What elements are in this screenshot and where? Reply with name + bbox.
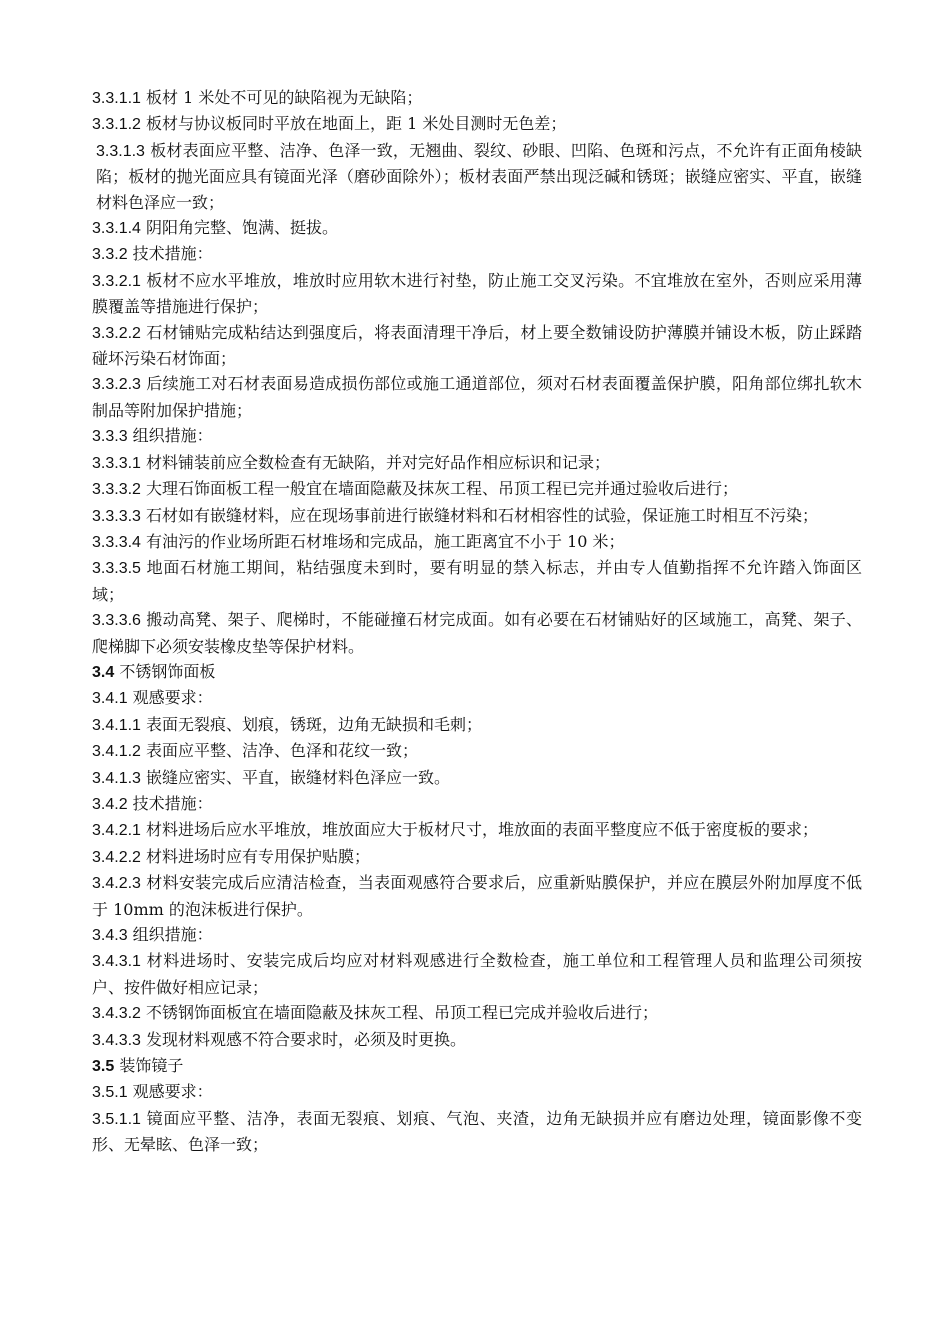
section-number: 3.4.2: [92, 795, 128, 813]
paragraph-text: 组织措施：: [127, 426, 213, 446]
paragraph: [92, 503, 862, 529]
paragraph: [92, 712, 862, 738]
section-number: 3.5: [92, 1058, 115, 1076]
paragraph-text: 观感要求：: [127, 688, 213, 708]
section-number: 3.3.2: [92, 246, 128, 264]
paragraph-text: 板材不应水平堆放，堆放时应用软木进行衬垫，防止施工交叉污染。不宜堆放在室外，否则应采用薄膜覆盖等措施进行保护；: [92, 270, 862, 317]
paragraph-text: 材料安装完成后应清洁检查，当表面观感符合要求后，应重新贴膜保护，并应在膜层外附加厚度不低于 10mm 的泡沫板进行保护。: [92, 873, 862, 919]
section-number: 3.4.1.1: [92, 716, 141, 734]
paragraph: [92, 685, 862, 711]
paragraph-text: 石材如有嵌缝材料，应在现场事前进行嵌缝材料和石材相容性的试验，保证施工时相互不污染；: [140, 505, 819, 525]
section-number: 3.4.3.1: [92, 953, 141, 971]
section-number: 3.3.1.1: [92, 90, 141, 107]
paragraph-text: 板材与协议板同时平放在地面上，距 1 米处目测时无色差；: [140, 114, 567, 134]
section-number: 3.4.1: [92, 690, 128, 708]
section-number: 3.3.1.4: [92, 220, 141, 238]
paragraph: [92, 607, 862, 659]
section-number: 3.3.3.6: [92, 612, 141, 630]
section-number: 3.4.3.3: [92, 1031, 141, 1049]
section-number: 3.3.2.2: [92, 324, 141, 342]
paragraph: [92, 1053, 862, 1079]
paragraph-text: 材料进场时、安装完成后均应对材料观感进行全数检查，施工单位和工程管理人员和监理公司须按户、按件做好相应记录；: [92, 951, 862, 997]
paragraph-text: 发现材料观感不符合要求时，必须及时更换。: [140, 1029, 467, 1049]
paragraph-text: 观感要求：: [127, 1082, 213, 1102]
paragraph: [92, 1106, 862, 1158]
paragraph: [92, 529, 862, 555]
paragraph: [92, 765, 862, 791]
section-number: 3.4.1.2: [92, 743, 141, 761]
paragraph: [92, 659, 862, 685]
paragraph-text: 技术措施：: [127, 793, 213, 813]
paragraph: [92, 1000, 862, 1026]
paragraph: [92, 555, 862, 607]
section-number: 3.4.1.3: [92, 769, 141, 787]
paragraph-text: 材料铺装前应全数检查有无缺陷，并对完好品作相应标识和记录；: [140, 452, 611, 472]
section-number: 3.3.1.3: [96, 142, 145, 160]
paragraph-text: 装饰镜子: [114, 1056, 184, 1076]
section-number: 3.3.3.4: [92, 533, 141, 551]
document-body: [92, 85, 862, 1158]
section-number: 3.4.2.1: [92, 822, 141, 840]
section-number: 3.3.3.3: [92, 507, 141, 525]
paragraph-text: 表面无裂痕、划痕，锈斑，边角无缺损和毛刺；: [140, 714, 483, 734]
paragraph-text: 板材表面应平整、洁净、色泽一致，无翘曲、裂纹、砂眼、凹陷、色斑和污点，不允许有正面角棱缺陷；板材的抛光面应具有镜面光泽（磨砂面除外）；板材表面严禁出现泛碱和锈斑；嵌缝应密实、平直，嵌缝材料色泽应一致；: [96, 140, 862, 212]
section-number: 3.5.1: [92, 1084, 128, 1102]
paragraph: [92, 268, 862, 320]
paragraph-text: 搬动高凳、架子、爬梯时，不能碰撞石材完成面。如有必要在石材铺贴好的区域施工，高凳、架子、爬梯脚下必须安装橡皮垫等保护材料。: [92, 610, 862, 656]
paragraph-text: 组织措施：: [127, 925, 213, 944]
paragraph: [92, 423, 862, 449]
paragraph: [92, 241, 862, 267]
paragraph-text: 板材 1 米处不可见的缺陷视为无缺陷；: [140, 88, 423, 107]
paragraph: [92, 371, 862, 423]
paragraph-text: 材料进场时应有专用保护贴膜；: [140, 846, 371, 866]
section-number: 3.3.1.2: [92, 116, 141, 134]
section-number: 3.3.2.3: [92, 376, 141, 394]
paragraph-text: 石材铺贴完成粘结达到强度后，将表面清理干净后，材上要全数铺设防护薄膜并铺设木板，防止踩踏碰坏污染石材饰面；: [92, 322, 862, 369]
section-number: 3.3.3: [92, 428, 128, 446]
paragraph: [92, 948, 862, 1000]
paragraph: [92, 476, 862, 502]
paragraph-text: 镜面应平整、洁净，表面无裂痕、划痕、气泡、夹渣，边角无缺损并应有磨边处理，镜面影像不变形、无晕眩、色泽一致；: [92, 1108, 862, 1155]
paragraph: [92, 922, 862, 948]
section-number: 3.4.2.3: [92, 875, 141, 893]
section-number: 3.4.2.2: [92, 848, 141, 866]
paragraph: [92, 870, 862, 922]
paragraph-text: 阴阳角完整、饱满、挺拔。: [140, 218, 339, 238]
section-number: 3.5.1.1: [92, 1110, 141, 1128]
paragraph-text: 表面应平整、洁净、色泽和花纹一致；: [140, 741, 419, 761]
paragraph-text: 有油污的作业场所距石材堆场和完成品，施工距离宜不小于 10 米；: [140, 531, 625, 551]
section-number: 3.4.3.2: [92, 1005, 141, 1023]
paragraph: [92, 1027, 862, 1053]
paragraph-text: 嵌缝应密实、平直，嵌缝材料色泽应一致。: [140, 767, 451, 787]
paragraph: [92, 215, 862, 241]
paragraph-text: 大理石饰面板工程一般宜在墙面隐蔽及抹灰工程、吊顶工程已完并通过验收后进行；: [140, 479, 739, 499]
section-number: 3.3.3.2: [92, 481, 141, 499]
paragraph-text: 材料进场后应水平堆放，堆放面应大于板材尺寸，堆放面的表面平整度应不低于密度板的要求；: [140, 820, 819, 840]
paragraph: [92, 320, 862, 372]
paragraph: [92, 738, 862, 764]
paragraph: [92, 138, 862, 215]
paragraph-text: 地面石材施工期间，粘结强度未到时，要有明显的禁入标志，并由专人值勤指挥不允许踏入饰面区域；: [92, 558, 862, 604]
paragraph: [92, 85, 862, 111]
paragraph: [92, 450, 862, 476]
paragraph: [92, 111, 862, 137]
section-number: 3.4.3: [92, 927, 128, 944]
section-number: 3.4: [92, 663, 115, 681]
section-number: 3.3.2.1: [92, 272, 141, 290]
section-number: 3.3.3.1: [92, 454, 141, 472]
paragraph-text: 不锈钢饰面板: [114, 661, 216, 681]
paragraph-text: 技术措施：: [127, 244, 213, 264]
paragraph-text: 后续施工对石材表面易造成损伤部位或施工通道部位，须对石材表面覆盖保护膜，阳角部位绑扎软木制品等附加保护措施；: [92, 374, 862, 420]
section-number: 3.3.3.5: [92, 560, 141, 578]
paragraph: [92, 1079, 862, 1105]
paragraph: [92, 791, 862, 817]
paragraph: [92, 844, 862, 870]
paragraph-text: 不锈钢饰面板宜在墙面隐蔽及抹灰工程、吊顶工程已完成并验收后进行；: [140, 1003, 659, 1023]
paragraph: [92, 817, 862, 843]
